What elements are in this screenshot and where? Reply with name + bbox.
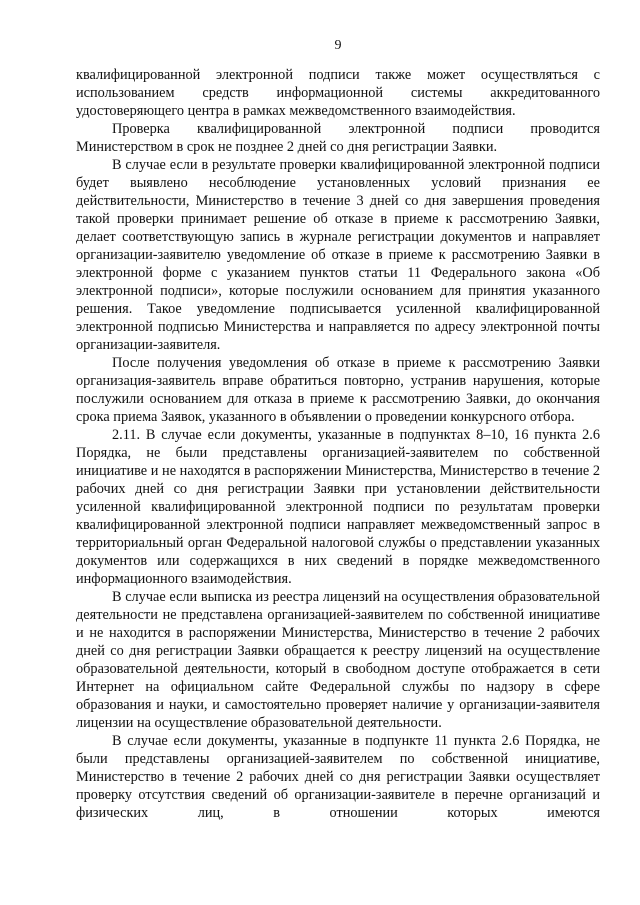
paragraph-license-registry: В случае если выписка из реестра лицензий на осуществления образовательной деятельности не представлена организацией-заявителем по собственной инициативе и не находится в распоряжении Министерства, Министерство в течение 2 рабочих дней со дня регистрации Заявки обращается к реестру лицензий на осуществление образовательной деятельности, который в свободном доступе отображается в сети Интернет на официальном сайте Федеральной службы по надзору в сфере образования и науки, и самостоятельно проверяет наличие у организации-заявителя лицензии на осуществление образовательной деятельности. bbox=[76, 589, 600, 731]
paragraph-section-2-11: 2.11. В случае если документы, указанные в подпунктах 8–10, 16 пункта 2.6 Порядка, не были представлены организацией-заявителем по собственной инициативе и не находятся в распоряжении Министерства, Министерство в течение 2 рабочих дней со дня регистрации Заявки при установлении действительности усиленной квалифицированной электронной подписи по результатам проверки квалифицированной электронной подписи направляет межведомственный запрос в территориальный орган Федеральной налоговой службы о представлении указанных документов или содержащихся в них сведений в порядке межведомственного информационного взаимодействия. bbox=[76, 427, 600, 587]
document-page bbox=[76, 0, 600, 822]
paragraph-verification-deadline: Проверка квалифицированной электронной подписи проводится Министерством в срок не позднее 2 дней со дня регистрации Заявки. bbox=[76, 121, 600, 155]
paragraph-subitem-11-check: В случае если документы, указанные в подпункте 11 пункта 2.6 Порядка, не были представлены организацией-заявителем по собственной инициативе, Министерство в течение 2 рабочих дней со дня регистрации Заявки осуществляет проверку отсутствия сведений об организации-заявителе в перечне организаций и физических лиц, в отношении которых имеются bbox=[76, 733, 600, 821]
paragraph-resubmission: После получения уведомления об отказе в приеме к рассмотрению Заявки организация-заявитель вправе обратиться повторно, устранив нарушения, которые послужили основанием для отказа в приеме к рассмотрению Заявки, до окончания срока приема Заявок, указанного в объявлении о проведении конкурсного отбора. bbox=[76, 355, 600, 425]
paragraph-refusal-notice: В случае если в результате проверки квалифицированной электронной подписи будет выявлено несоблюдение установленных условий признания ее действительности, Министерство в течение 3 дней со дня завершения проведения такой проверки принимает решение об отказе в приеме к рассмотрению Заявки, делает соответствующую запись в журнале регистрации документов и направляет организации-заявителю уведомление об отказе в приеме к рассмотрению Заявки в электронной форме с указанием пунктов статьи 11 Федерального закона «Об электронной подписи», которые послужили основанием для принятия указанного решения. Такое уведомление подписывается усиленной квалифицированной электронной подписью Министерства и направляется по адресу электронной почты организации-заявителя. bbox=[76, 157, 600, 353]
paragraph-continuation: квалифицированной электронной подписи также может осуществляться с использованием средств информационной системы аккредитованного удостоверяющего центра в рамках межведомственного взаимодействия. bbox=[76, 67, 600, 119]
page-number: 9 bbox=[334, 38, 342, 53]
